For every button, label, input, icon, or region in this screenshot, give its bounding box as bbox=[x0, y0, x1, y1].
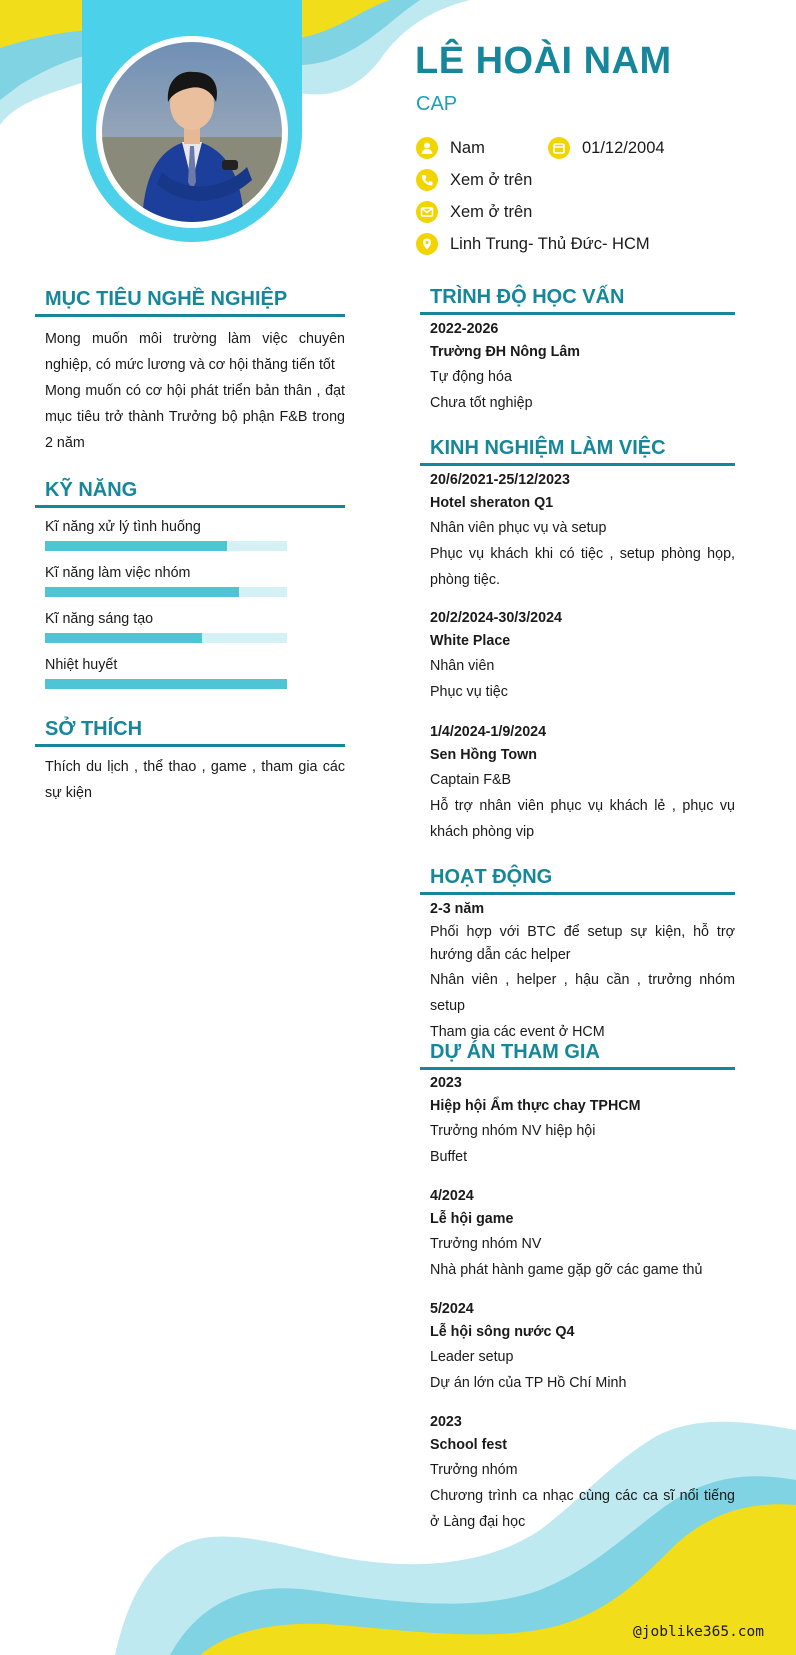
project-line: Chương trình ca nhạc cùng các ca sĩ nổi tiếng ở Làng đại học bbox=[430, 1488, 735, 1530]
project-line: Buffet bbox=[430, 1149, 468, 1165]
experience-line: Nhân viên phục vụ và setup bbox=[430, 520, 607, 536]
calendar-icon bbox=[548, 137, 570, 159]
project-line: Nhà phát hành game gặp gỡ các game thủ bbox=[430, 1262, 703, 1278]
experience-date: 20/6/2021-25/12/2023 bbox=[430, 472, 570, 488]
experience-line: Phục vụ tiệc bbox=[430, 684, 508, 700]
skill-fill bbox=[45, 633, 202, 643]
phone-value: Xem ở trên bbox=[450, 170, 533, 189]
experience-heading: KINH NGHIỆM LÀM VIỆC bbox=[420, 437, 735, 466]
education-school: Trường ĐH Nông Lâm bbox=[430, 344, 580, 360]
skill-bar bbox=[45, 587, 287, 597]
activities-duration: 2-3 năm bbox=[430, 901, 485, 917]
project-line: Trưởng nhóm NV hiệp hội bbox=[430, 1123, 596, 1139]
email-value: Xem ở trên bbox=[450, 202, 533, 221]
hobbies-heading: SỞ THÍCH bbox=[35, 718, 345, 747]
experience-line: Nhân viên bbox=[430, 658, 495, 674]
skill-fill bbox=[45, 679, 287, 689]
education-heading: TRÌNH ĐỘ HỌC VẤN bbox=[420, 286, 735, 315]
activities-line: Nhân viên , helper , hậu cần , trưởng nhóm setup bbox=[430, 972, 735, 1014]
experience-company: Sen Hồng Town bbox=[430, 747, 537, 763]
experience-line: Phục vụ khách khi có tiệc , setup phòng họp, phòng tiệc. bbox=[430, 546, 735, 588]
skill-bar bbox=[45, 541, 287, 551]
address-value: Linh Trung- Thủ Đức- HCM bbox=[450, 234, 650, 253]
experience-entry bbox=[430, 607, 735, 705]
experience-line: Hỗ trợ nhân viên phục vụ khách lẻ , phục vụ khách phòng vip bbox=[430, 798, 735, 840]
gender-value: Nam bbox=[450, 138, 485, 157]
project-date: 2023 bbox=[430, 1075, 462, 1091]
project-entry bbox=[430, 1298, 735, 1396]
education-date: 2022-2026 bbox=[430, 321, 499, 337]
objective-line: Mong muốn môi trường làm việc chuyên nghiệp, có mức lương và cơ hội thăng tiến tốt bbox=[45, 331, 345, 373]
skill-bar bbox=[45, 679, 287, 689]
project-line: Leader setup bbox=[430, 1349, 514, 1365]
experience-company: Hotel sheraton Q1 bbox=[430, 495, 554, 511]
candidate-name: LÊ HOÀI NAM bbox=[415, 40, 672, 82]
watermark: @joblike365.com bbox=[633, 1624, 764, 1640]
activities-line: Phối hợp với BTC để setup sự kiện, hỗ trợ hướng dẫn các helper bbox=[430, 924, 735, 963]
experience-company: White Place bbox=[430, 633, 511, 649]
experience-line: Captain F&B bbox=[430, 772, 512, 788]
experience-entry bbox=[430, 469, 735, 593]
skills-heading: KỸ NĂNG bbox=[35, 479, 345, 508]
project-entry bbox=[430, 1072, 735, 1170]
profile-photo bbox=[102, 42, 282, 222]
email-row bbox=[416, 201, 532, 223]
skill-label: Nhiệt huyết bbox=[45, 657, 118, 673]
project-name: School fest bbox=[430, 1437, 508, 1453]
user-icon bbox=[416, 137, 438, 159]
project-line: Trưởng nhóm bbox=[430, 1462, 518, 1478]
activities-heading: HOẠT ĐỘNG bbox=[420, 866, 735, 895]
activities-entry bbox=[430, 898, 735, 1045]
project-entry bbox=[430, 1411, 735, 1535]
project-line: Dự án lớn của TP Hồ Chí Minh bbox=[430, 1375, 627, 1391]
project-date: 2023 bbox=[430, 1414, 462, 1430]
project-name: Lễ hội sông nước Q4 bbox=[430, 1324, 575, 1340]
skill-label: Kĩ năng xử lý tình huống bbox=[45, 519, 201, 535]
experience-date: 20/2/2024-30/3/2024 bbox=[430, 610, 562, 626]
phone-row bbox=[416, 169, 532, 191]
objective-text bbox=[45, 326, 345, 456]
projects-heading: DỰ ÁN THAM GIA bbox=[420, 1041, 735, 1070]
project-line: Trưởng nhóm NV bbox=[430, 1236, 542, 1252]
project-name: Lễ hội game bbox=[430, 1211, 514, 1227]
activities-line: Tham gia các event ở HCM bbox=[430, 1024, 605, 1040]
skill-label: Kĩ năng làm việc nhóm bbox=[45, 565, 191, 581]
skill-fill bbox=[45, 541, 227, 551]
gender-row bbox=[416, 137, 485, 159]
mail-icon bbox=[416, 201, 438, 223]
skill-label: Kĩ năng sáng tạo bbox=[45, 611, 154, 627]
birthdate-row bbox=[548, 137, 665, 159]
address-row bbox=[416, 233, 650, 255]
education-entry bbox=[430, 318, 735, 416]
skill-fill bbox=[45, 587, 239, 597]
skill-bar bbox=[45, 633, 287, 643]
project-entry bbox=[430, 1185, 735, 1283]
job-title: CAP bbox=[416, 93, 458, 115]
education-line: Chưa tốt nghiệp bbox=[430, 395, 533, 411]
experience-date: 1/4/2024-1/9/2024 bbox=[430, 724, 547, 740]
birthdate-value: 01/12/2004 bbox=[582, 138, 665, 157]
project-date: 5/2024 bbox=[430, 1301, 474, 1317]
phone-icon bbox=[416, 169, 438, 191]
objective-heading: MỤC TIÊU NGHỀ NGHIỆP bbox=[35, 288, 345, 317]
experience-entry bbox=[430, 721, 735, 845]
objective-line: Mong muốn có cơ hội phát triển bản thân , đạt mục tiêu trở thành Trưởng bộ phận F&B trong 2 năm bbox=[45, 383, 345, 451]
education-line: Tự động hóa bbox=[430, 369, 512, 385]
hobbies-text: Thích du lịch , thể thao , game , tham gia các sự kiện bbox=[45, 759, 345, 801]
project-date: 4/2024 bbox=[430, 1188, 474, 1204]
project-name: Hiệp hội Ẩm thực chay TPHCM bbox=[430, 1098, 641, 1114]
location-icon bbox=[416, 233, 438, 255]
